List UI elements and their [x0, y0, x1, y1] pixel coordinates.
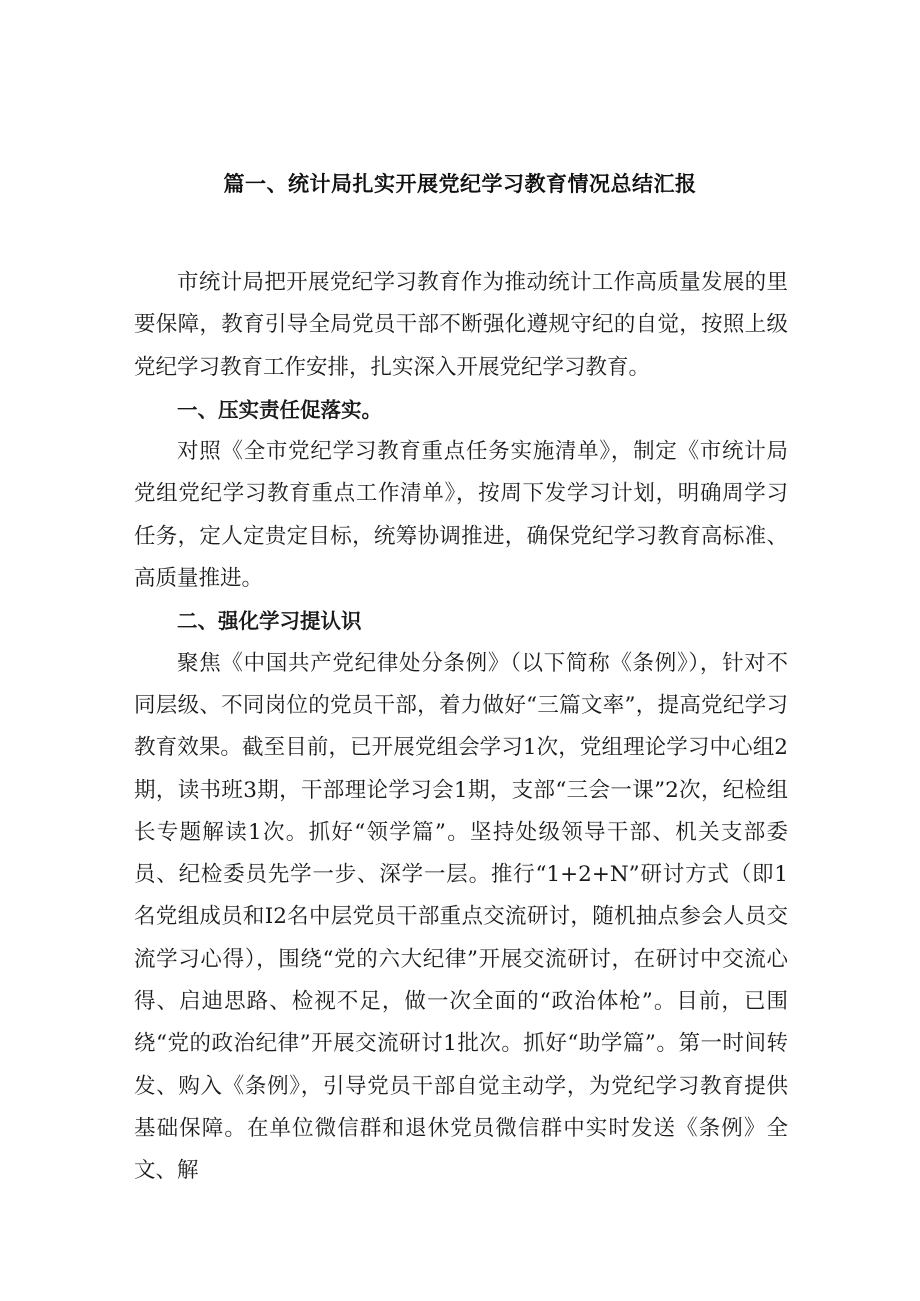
section-heading-2: 二、强化学习提认识 [177, 609, 362, 634]
intro-paragraph: 市统计局把开展党纪学习教育作为推动统计工作高质量发展的里要保障，教育引导全局党员干部不断强化遵规守纪的自觉，按照上级党纪学习教育工作安排，扎实深入开展党纪学习教育。 [134, 270, 788, 380]
section-paragraph-2: 聚焦《中国共产党纪律处分条例》（以下简称《条例》），针对不同层级、不同岗位的党员干部，着力做好“三篇文率”，提高党纪学习教育效果。截至目前，已开展党组会学习1次，党组理论学习中心组2期，读书班3期，干部理论学习会1期，支部“三会一课”2次，纪检组长专题解读1次。抓好“领学篇”。坚持处级领导干部、机关支部委员、纪检委员先学一步、深学一层。推行“1+2+N”研讨方式（即1名党组成员和I2名中层党员干部重点交流研讨，随机抽点参会人员交流学习心得），围绕“党的六大纪律”开展交流研讨，在研讨中交流心得、启迪思路、检视不足，做一次全面的“政治体枪”。目前，已围绕“党的政治纪律”开展交流研讨1批次。抓好“助学篇”。第一时间转发、购入《条例》，引导党员干部自觉主动学，为党纪学习教育提供基础保障。在单位微信群和退休党员微信群中实时发送《条例》全文、解 [134, 650, 788, 1184]
document-title: 篇一、统计局扎实开展党纪学习教育情况总结汇报 [223, 172, 697, 196]
document-body [134, 262, 788, 1193]
section-heading-1: 一、压实责任促落实。 [177, 397, 382, 422]
section-paragraph-1: 对照《全市党纪学习教育重点任务实施清单》，制定《市统计局党组党纪学习教育重点工作清单》，按周下发学习计划，明确周学习任务，定人定贵定目标，统筹协调推进，确保党纪学习教育高标准、高质量推进。 [134, 439, 788, 592]
